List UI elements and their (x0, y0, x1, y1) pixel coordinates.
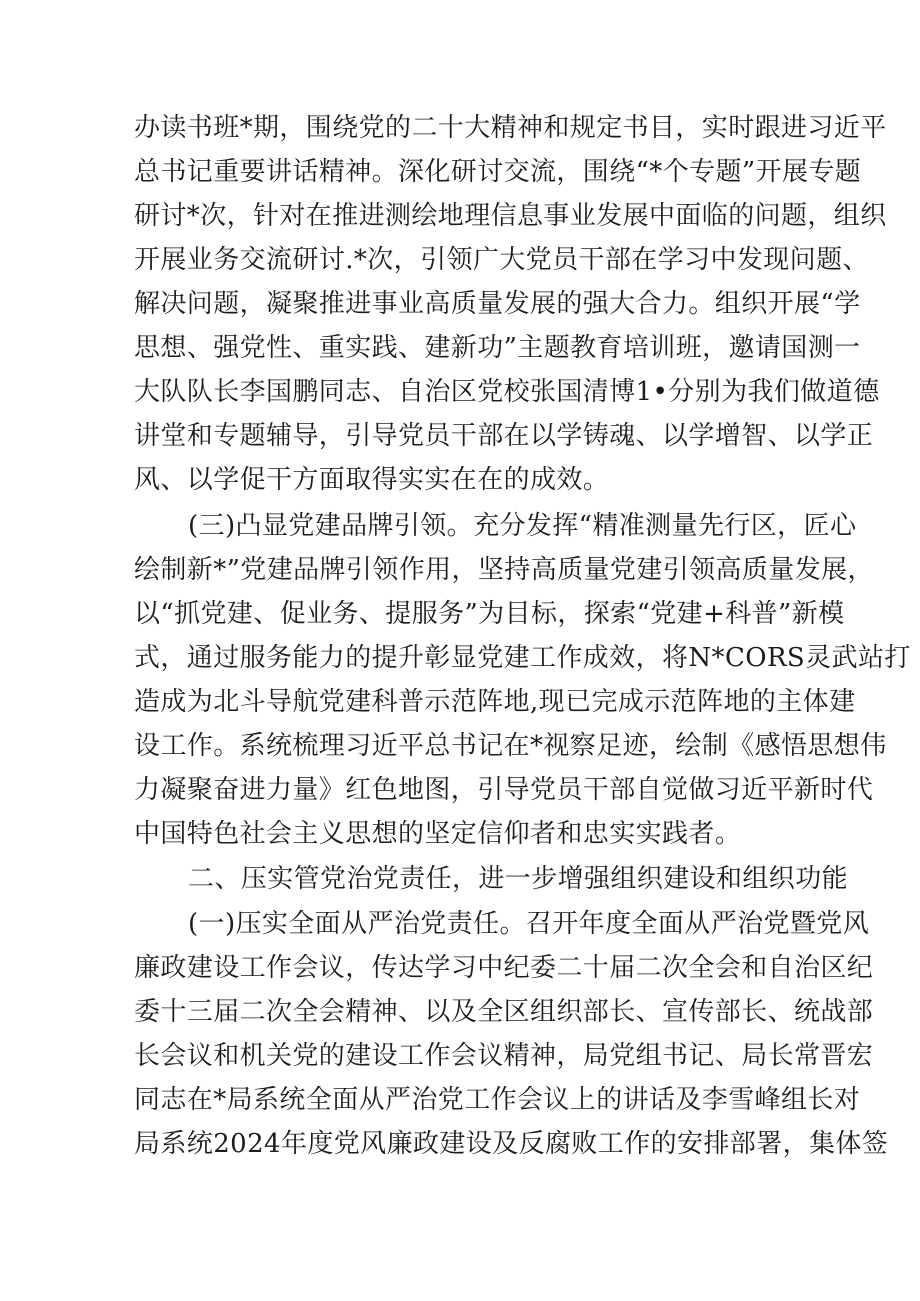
text-line: 办读书班*期，围绕党的二十大精神和规定书目，实时跟进习近平 (134, 113, 887, 143)
text-line: 同志在*局系统全面从严治党工作会议上的讲话及李雪峰组长对 (134, 1085, 861, 1115)
text-line: 讲堂和专题辅导，引导党员干部在以学铸魂、以学增智、以学正 (134, 421, 874, 451)
text-line: 式，通过服务能力的提升彰显党建工作成效，将N*CORS灵武站打 (134, 643, 911, 673)
text-line: 力凝聚奋进力量》红色地图，引导党员干部自觉做习近平新时代 (134, 775, 874, 805)
text-line: 研讨*次，针对在推进测绘地理信息事业发展中面临的问题，组织 (134, 201, 887, 231)
text-line: 设工作。系统梳理习近平总书记在*视察足迹，绘制《感悟思想伟 (134, 731, 887, 761)
text-line: 解决问题，凝聚推进事业高质量发展的强大合力。组织开展“学 (134, 289, 861, 319)
text-line: 大队队长李国鹏同志、自治区党校张国清博1•分别为我们做道德 (134, 377, 880, 407)
text-line: 长会议和机关党的建设工作会议精神，局党组书记、局长常晋宏 (134, 1041, 874, 1071)
text-line: 思想、强党性、重实践、建新功”主题教育培训班，邀请国测一 (134, 333, 861, 363)
section-heading: 二、压实管党治党责任，进一步增强组织建设和组织功能 (188, 864, 849, 894)
paragraph-heading: (三)凸显党建品牌引领。充分发挥“精准测量先行区，匠心 (188, 511, 857, 541)
text-line: 造成为北斗导航党建科普示范阵地,现已完成示范阵地的主体建 (134, 687, 856, 717)
text-line: 风、以学促干方面取得实实在在的成效。 (134, 465, 610, 495)
text-line: 绘制新*”党建品牌引领作用，坚持高质量党建引领高质量发展， (134, 555, 874, 585)
text-line: 开展业务交流研讨.*次，引领广大党员干部在学习中发现问题、 (134, 245, 869, 275)
text-line: 中国特色社会主义思想的坚定信仰者和忠实实践者。 (134, 819, 742, 849)
text-line: 总书记重要讲话精神。深化研讨交流，围绕“*个专题”开展专题 (134, 157, 862, 187)
text-line: 廉政建设工作会议，传达学习中纪委二十届二次全会和自治区纪 (134, 953, 874, 983)
text-line: 局系统2024年度党风廉政建设及反腐败工作的安排部署，集体签 (134, 1129, 889, 1159)
text-line: 委十三届二次全会精神、以及全区组织部长、宣传部长、统战部 (134, 997, 874, 1027)
paragraph-heading: (一)压实全面从严治党责任。召开年度全面从严治党暨党风 (188, 909, 870, 939)
text-line: 以“抓党建、促业务、提服务”为目标，探索“党建+科普”新模 (134, 599, 845, 629)
